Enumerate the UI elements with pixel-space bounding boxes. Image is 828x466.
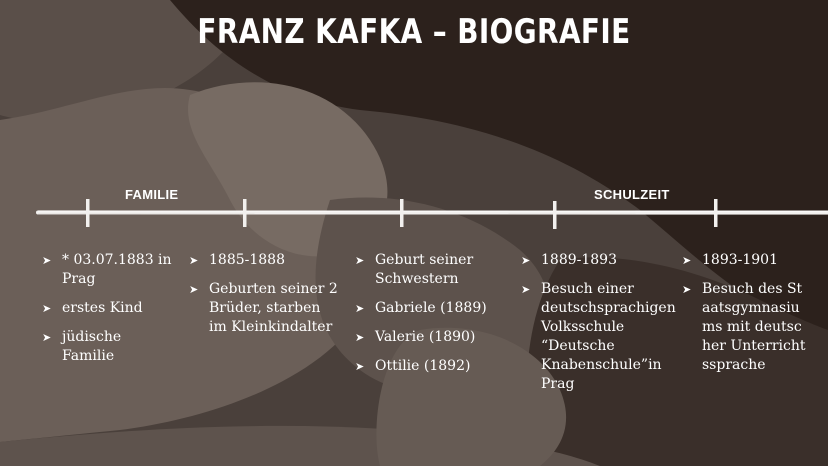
list-item: ➤ Besuch des Staatsgymnasiums mit deutscher Unterrichtssprache [682, 280, 810, 375]
list-item: ➤ Ottilie (1892) [355, 357, 515, 376]
timeline-column-4 [521, 251, 679, 404]
list-item: ➤ 1885-1888 [189, 251, 339, 270]
timeline-line [0, 196, 828, 230]
list-item: ➤ Geburten seiner 2 Brüder, starben im Kleinkindalter [189, 280, 339, 337]
list-item: ➤ Geburt seiner Schwestern [355, 251, 515, 289]
timeline-tick [400, 199, 404, 227]
list-item: ➤ 1889-1893 [521, 251, 679, 270]
list-item: ➤ erstes Kind [42, 299, 177, 318]
section-label-familie: FAMILIE [125, 187, 179, 202]
timeline-tick [243, 199, 247, 227]
timeline-tick [86, 199, 90, 227]
timeline-column-2 [189, 251, 339, 347]
timeline-tick [553, 201, 557, 229]
list-item: ➤ Besuch einer deutschsprachigen Volksschule “Deutsche Knabenschule”in Prag [521, 280, 679, 394]
timeline-tick [714, 199, 718, 227]
section-label-schulzeit: SCHULZEIT [594, 187, 670, 202]
list-item: ➤ jüdische Familie [42, 328, 177, 366]
timeline-column-3 [355, 251, 515, 386]
list-item: ➤ Gabriele (1889) [355, 299, 515, 318]
list-item: ➤ * 03.07.1883 in Prag [42, 251, 177, 289]
page-title: FRANZ KAFKA – BIOGRAFIE [197, 12, 631, 52]
list-item: ➤ 1893-1901 [682, 251, 810, 270]
timeline-column-1 [42, 251, 177, 376]
timeline-column-5 [682, 251, 810, 385]
list-item: ➤ Valerie (1890) [355, 328, 515, 347]
